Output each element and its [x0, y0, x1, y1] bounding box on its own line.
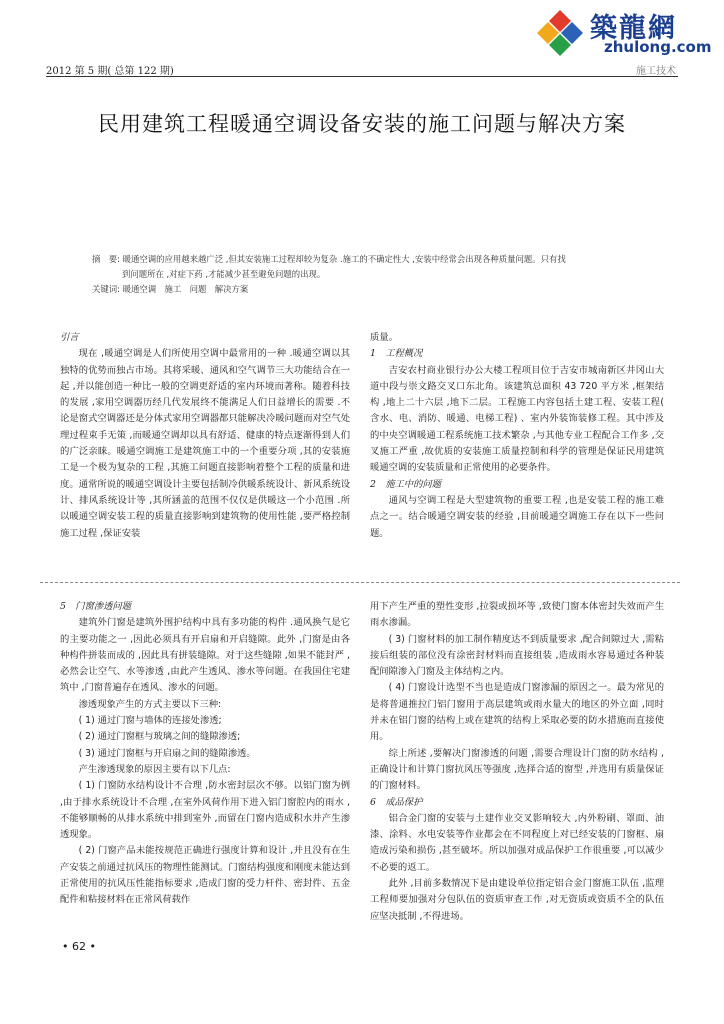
paragraph: 用下产生严重的塑性变形 ,拉裂或损坏等 ,致使门窗本体密封失效而产生雨水渗漏。: [370, 601, 664, 629]
page-number: • 62 •: [62, 940, 96, 953]
paragraph: ( 3) 门窗材料的加工制作精度达不到质量要求 ,配合间隙过大 ,需粘接后组装的部位没有涂密封材料而直接组装 ,造成雨水容易通过各种装配间隙渗入门窗及主体结构之内。: [370, 633, 664, 678]
paragraph: ( 1) 通过门窗与墙体的连接处渗透;: [78, 715, 222, 727]
paragraph: ( 4) 门窗设计选型不当也是造成门窗渗漏的原因之一。最为常见的是将普通推拉门铝门窗用于高层建筑或雨水量大的地区的外立面 ,同时并未在铝门窗的结构上或在建筑的结构上采取必要的防水措施而直接使用。: [370, 682, 664, 743]
paragraph: 渗透现象产生的方式主要以下三种:: [78, 698, 222, 710]
abstract-line-1: 摘 要: 暖通空调的应用越来越广泛 ,但其安装施工过程却较为复杂 .施工的不确定性大 ,安装中经常会出现各种质量问题。只有找: [92, 254, 566, 264]
paragraph: 质量。: [370, 332, 398, 343]
abstract-block: [92, 252, 640, 297]
section-heading: 引言: [60, 332, 79, 343]
header-rule: [46, 76, 678, 77]
paragraph: ( 3) 通过门窗框与开启扇之间的缝隙渗透。: [78, 747, 256, 759]
logo-chinese-text: 築龍網: [590, 13, 677, 44]
column-left-bottom: [60, 599, 350, 909]
column-right-top: [370, 330, 664, 542]
section-heading: 5 门窗渗透问题: [60, 601, 131, 612]
section-heading: 6 成品保护: [370, 796, 423, 808]
paragraph: 现在 ,暖通空调是人们所使用空调中最常用的一种 .暖通空调以其独特的优势而独占市场。其将采暖、通风和空气调节三大功能结合在一起 ,并以能创造一种比一般的空调更舒适的室内环境而著称。随着科技的发展 ,家用空调器历经几代发展终不能满足人们日益增长的需要 .不论是窗式空调器还是分体式家用空调器都只能解决冷暖问题而对空气处理过程束手无策 ,而暖通空调却以具有舒适、健康的特点逐渐得到人们的广泛亲睐。暖通空调施工是建筑施工中的一个重要分项 ,其的安装施工是一个极为复杂的工程 ,其施工问题直接影响着整个工程的质量和进度。通常所说的暖通空调设计主要包括制冷供暖系统设计、新风系统设计、排风系统设计等 ,其所涵盖的范围不仅仅是供暖这一个小范围 .所以暖通空调安装工程的质量直接影响到建筑物的使用性能 ,要严格控制施工过程 ,保证安装: [60, 348, 350, 539]
section-label: 施工技术: [636, 66, 676, 77]
paragraph: 铝合金门窗的安装与土建作业交叉影响较大 ,内外粉刷、罩面、油漆、涂料、水电安装等作业都会在不同程度上对已经安装的门窗框、扇造成污染和损伤 ,甚至破坏。所以加强对成品保护工作很重要 ,可以减少不必要的返工。: [370, 812, 664, 873]
paragraph: ( 2) 门窗产品未能按规范正确进行强度计算和设计 ,并且没有在生产安装之前通过抗风压的物理性能测试。门窗结构强度和刚度未能达到正常使用的抗风压性能指标要求 ,造成门窗的受力杆件、密封件、五金配件和粘接材料在正常风荷载作: [60, 845, 350, 906]
section-heading: 1 工程概况: [370, 348, 423, 360]
paragraph: ( 1) 门窗防水结构设计不合理 ,防水密封层次不够。以铝门窗为例 ,由于排水系统设计不合理 ,在室外风荷作用下进入铝门窗腔内的雨水 ,不能够顺畅的从排水系统中排到室外 ,而留在门窗内造成积水并产生渗透现象。: [60, 780, 350, 841]
article-title: 民用建筑工程暖通空调设备安装的施工问题与解决方案: [98, 112, 626, 136]
section-heading: 2 施工中的问题: [370, 478, 441, 490]
paragraph: 此外 ,目前多数情况下是由建设单位指定铝合金门窗施工队伍 ,监理工程师要加强对分包队伍的资质审查工作 ,对无资质或资质不全的队伍应坚决抵制 ,不得进场。: [370, 878, 664, 922]
zhulong-logo: [532, 4, 712, 60]
paragraph: 建筑外门窗是建筑外围护结构中具有多功能的构件 .通风换气是它的主要功能之一 ,因此必须具有开启扇和开启缝隙。此外 ,门窗是由各种构件拼装而成的 ,因此具有拼装缝隙。对于这些缝隙 ,如果不能封严 ,必然会让空气、水等渗透 ,由此产生透风、渗水等问题。在我国住宅建筑中 ,门窗普遍存在透风、渗水的问题。: [60, 617, 350, 694]
column-left-top: [60, 330, 350, 542]
issue-label: 2012 第 5 期( 总第 122 期): [46, 66, 174, 77]
keywords: 关键词: 暖通空调 施工 问题 解决方案: [92, 284, 249, 294]
paragraph: 吉安农村商业银行办公大楼工程项目位于吉安市城南新区井冈山大道中段与崇文路交叉口东北角。该建筑总面积 43 720 平方米 ,框架结构 ,地上二十六层 ,地下二层。工程施工内容包括土建工程、安装工程( 含水、电、消防、暖通、电梯工程) 、室内外装饰装修工程。其中涉及的中央空调暖通工程系统施工技术繁杂 ,与其他专业工程配合工作多 ,交叉施工严重 ,故优质的安装施工质量控制和科学的管理是保证民用建筑暖通空调的安装质量和正常使用的必要条件。: [370, 364, 664, 474]
paragraph: 综上所述 ,要解决门窗渗透的问题 ,需要合理设计门窗的防水结构 ,正确设计和计算门窗抗风压等强度 ,选择合适的窗型 ,并选用有质量保证的门窗材料。: [370, 747, 664, 792]
paragraph: 产生渗透现象的原因主要有以下几点:: [78, 763, 231, 775]
abstract-line-2: 到问题所在 ,对症下药 ,才能减少甚至避免问题的出现。: [122, 269, 326, 279]
paragraph: ( 2) 通过门窗框与玻璃之间的缝隙渗透;: [78, 731, 241, 743]
logo-english-text: zhulong.com: [604, 38, 712, 56]
section-divider: [40, 582, 680, 583]
diamond-logo-icon: [532, 4, 588, 60]
paragraph: 通风与空调工程是大型建筑物的重要工程 ,也是安装工程的施工难点之一。结合暖通空调安装的经验 ,目前暖通空调施工存在以下一些问题。: [370, 494, 664, 539]
column-right-bottom: [370, 599, 664, 925]
